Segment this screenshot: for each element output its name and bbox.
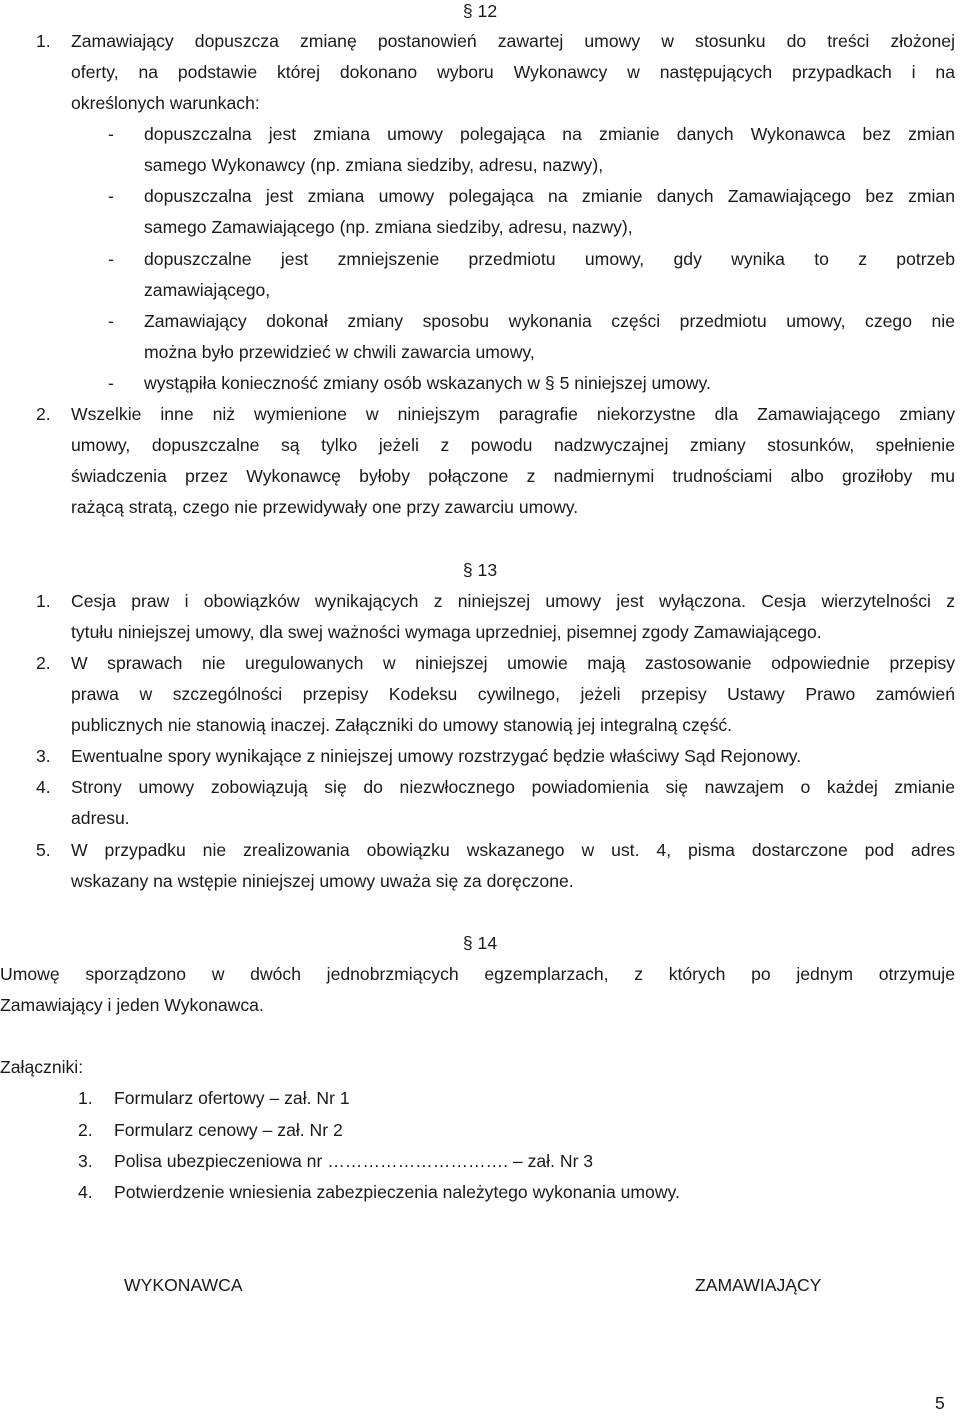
paragraph-line: publicznych nie stanowią inaczej. Załączniki do umowy stanowią jej integralną część. xyxy=(71,715,733,735)
item-number: 4. xyxy=(36,777,51,797)
paragraph-line: określonych warunkach: xyxy=(71,93,260,113)
attachment-number: 1. xyxy=(78,1088,93,1108)
paragraph-line: tytułu niniejszej umowy, dla swej ważności wymaga uprzedniej, pisemnej zgody Zamawiającego. xyxy=(71,622,822,642)
paragraph-line: adresu. xyxy=(71,808,130,828)
attachment-item: Polisa ubezpieczeniowa nr …………………………. – zał. Nr 3 xyxy=(114,1151,594,1171)
bullet-dash: - xyxy=(108,373,114,393)
bullet-line: zamawiającego, xyxy=(144,280,271,300)
paragraph-line: W sprawach nie uregulowanych w niniejszej umowie mają zastosowanie odpowiednie przepisy xyxy=(71,653,955,673)
paragraph-line: prawa w szczególności przepisy Kodeksu cywilnego, jeżeli przepisy Ustawy Prawo zamówień xyxy=(71,684,955,704)
paragraph-line: Zamawiający i jeden Wykonawca. xyxy=(0,995,264,1015)
bullet-line: samego Wykonawcy (np. zmiana siedziby, adresu, nazwy), xyxy=(144,155,604,175)
bullet-line: samego Zamawiającego (np. zmiana siedziby, adresu, nazwy), xyxy=(144,217,633,237)
signature-label-employer: ZAMAWIAJĄCY xyxy=(695,1275,822,1295)
section-heading-14: § 14 xyxy=(462,933,498,953)
bullet-dash: - xyxy=(108,124,114,144)
bullet-line: dopuszczalna jest zmiana umowy polegająca na zmianie danych Wykonawca bez zmian xyxy=(144,124,955,144)
bullet-dash: - xyxy=(108,311,114,331)
section-heading-12: § 12 xyxy=(462,1,498,21)
bullet-dash: - xyxy=(108,186,114,206)
paragraph-line: świadczenia przez Wykonawcę byłoby połączone z nadmiernymi trudnościami albo groziłoby mu xyxy=(71,466,955,486)
item-number: 1. xyxy=(36,591,51,611)
paragraph-line: Wszelkie inne niż wymienione w niniejszym paragrafie niekorzystne dla Zamawiającego zmiany xyxy=(71,404,955,424)
paragraph-line: wskazany na wstępie niniejszej umowy uważa się za doręczone. xyxy=(71,871,574,891)
paragraph-line: umowy, dopuszczalne są tylko jeżeli z powodu nadzwyczajnej zmiany stosunków, spełnienie xyxy=(71,435,955,455)
bullet-line: dopuszczalna jest zmiana umowy polegająca na zmianie danych Zamawiającego bez zmian xyxy=(144,186,955,206)
item-number: 5. xyxy=(36,840,51,860)
section-heading-13: § 13 xyxy=(462,560,498,580)
paragraph-line: Umowę sporządzono w dwóch jednobrzmiących egzemplarzach, z których po jednym otrzymuje xyxy=(0,964,955,984)
attachment-number: 4. xyxy=(78,1182,93,1202)
paragraph-line: oferty, na podstawie której dokonano wyboru Wykonawcy w następujących przypadkach i na xyxy=(71,62,955,82)
attachment-item: Potwierdzenie wniesienia zabezpieczenia należytego wykonania umowy. xyxy=(114,1182,680,1202)
paragraph-line: Ewentualne spory wynikające z niniejszej umowy rozstrzygać będzie właściwy Sąd Rejonowy. xyxy=(71,746,802,766)
paragraph-line: rażącą stratą, czego nie przewidywały one przy zawarciu umowy. xyxy=(71,497,579,517)
signature-label-contractor: WYKONAWCA xyxy=(124,1275,243,1295)
paragraph-line: Strony umowy zobowiązują się do niezwłocznego powiadomienia się nawzajem o każdej zmianie xyxy=(71,777,955,797)
attachment-item: Formularz ofertowy – zał. Nr 1 xyxy=(114,1088,350,1108)
bullet-dash: - xyxy=(108,249,114,269)
item-number: 2. xyxy=(36,653,51,673)
attachments-title: Załączniki: xyxy=(0,1057,84,1077)
bullet-line: dopuszczalne jest zmniejszenie przedmiotu umowy, gdy wynika to z potrzeb xyxy=(144,249,955,269)
attachment-item: Formularz cenowy – zał. Nr 2 xyxy=(114,1120,343,1140)
paragraph-line: W przypadku nie zrealizowania obowiązku wskazanego w ust. 4, pisma dostarczone pod adres xyxy=(71,840,955,860)
page-number: 5 xyxy=(935,1393,945,1413)
item-number: 3. xyxy=(36,746,51,766)
bullet-line: Zamawiający dokonał zmiany sposobu wykonania części przedmiotu umowy, czego nie xyxy=(144,311,955,331)
paragraph-line: Zamawiający dopuszcza zmianę postanowień zawartej umowy w stosunku do treści złożonej xyxy=(71,31,955,51)
item-number: 1. xyxy=(36,31,51,51)
bullet-line: można było przewidzieć w chwili zawarcia umowy, xyxy=(144,342,535,362)
item-number: 2. xyxy=(36,404,51,424)
bullet-line: wystąpiła konieczność zmiany osób wskazanych w § 5 niniejszej umowy. xyxy=(144,373,711,393)
attachment-number: 3. xyxy=(78,1151,93,1171)
paragraph-line: Cesja praw i obowiązków wynikających z niniejszej umowy jest wyłączona. Cesja wierzytelności z xyxy=(71,591,955,611)
attachment-number: 2. xyxy=(78,1120,93,1140)
